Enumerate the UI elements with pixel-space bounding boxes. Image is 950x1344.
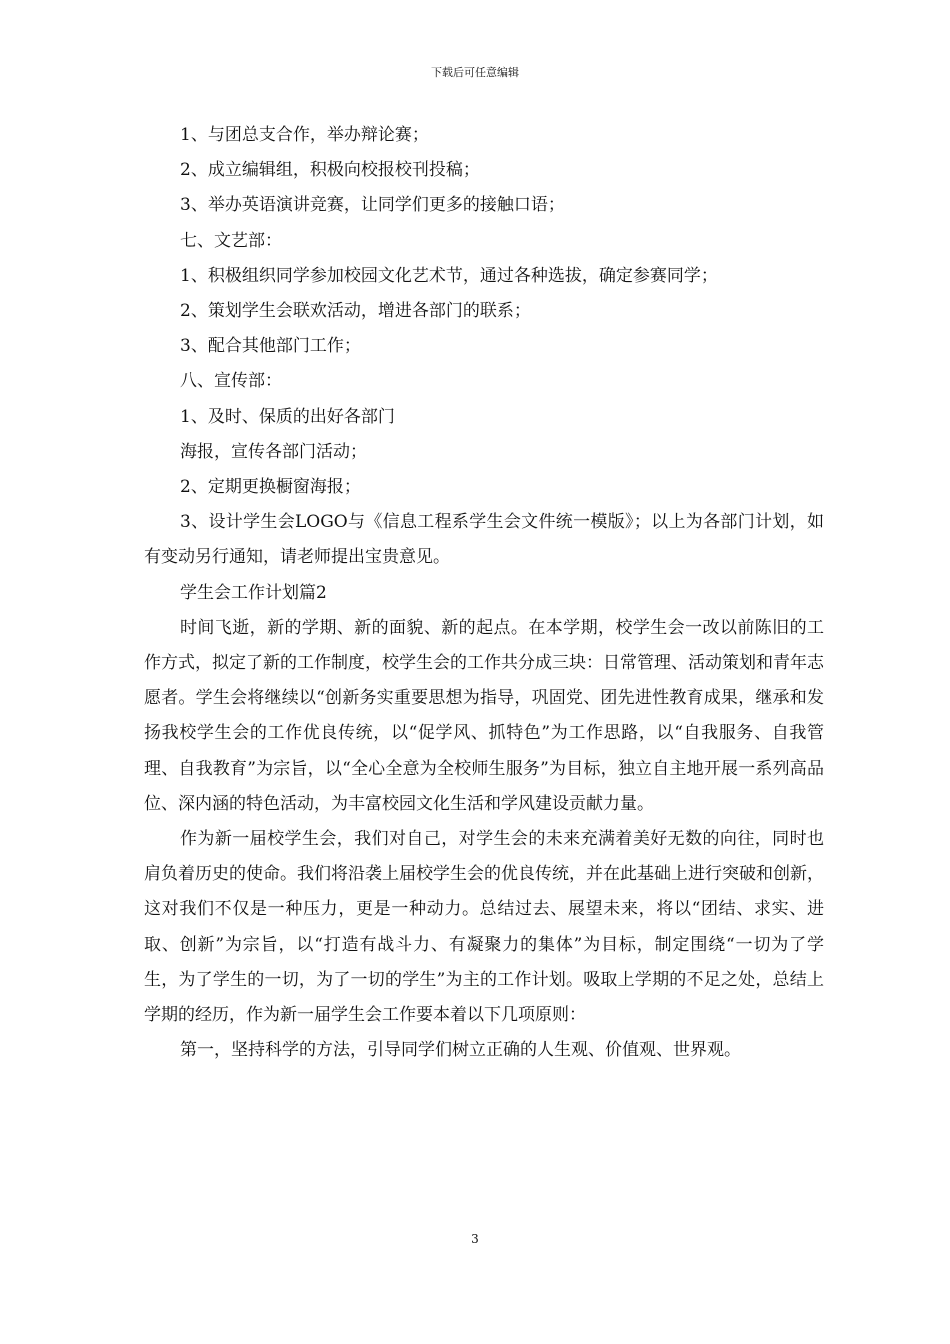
- paragraph-16: 第一，坚持科学的方法，引导同学们树立正确的人生观、价值观、世界观。: [180, 1040, 741, 1061]
- article-title: 学生会工作计划篇2: [180, 582, 327, 603]
- document-body: [144, 118, 824, 1068]
- paragraph-1: 1、与团总支合作，举办辩论赛；: [180, 125, 429, 145]
- paragraph-15: 作为新一届校学生会，我们对自己，对学生会的未来充满着美好无数的向往，同时也肩负着历史的使命。我们将沿袭上届校学生会的优良传统，并在此基础上进行突破和创新，这对我们不仅是一种压力，更是一种动力。总结过去、展望未来，将以“团结、求实、进取、创新”为宗旨，以“打造有战斗力、有凝聚力的集体”为目标，制定围绕“一切为了学生，为了学生的一切，为了一切的学生”为主的工作计划。吸取上学期的不足之处，总结上学期的经历，作为新一届学生会工作要本着以下几项原则：: [144, 829, 824, 1026]
- section-heading-publicity: 八、宣传部：: [180, 371, 282, 392]
- paragraph-7: 3、配合其他部门工作；: [180, 336, 361, 357]
- paragraph-12: 3、设计学生会LOGO与《信息工程系学生会文件统一模版》；以上为各部门计划，如有变动另行通知，请老师提出宝贵意见。: [144, 512, 824, 568]
- paragraph-14: 时间飞逝，新的学期、新的面貌、新的起点。在本学期，校学生会一改以前陈旧的工作方式，拟定了新的工作制度，校学生会的工作共分成三块：日常管理、活动策划和青年志愿者。学生会将继续以“创新务实重要思想为指导，巩固党、团先进性教育成果，继承和发扬我校学生会的工作优良传统，以“促学风、抓特色”为工作思路，以“自我服务、自我管理、自我教育”为宗旨，以“全心全意为全校师生服务”为目标，独立自主地开展一系列高品位、深内涵的特色活动，为丰富校园文化生活和学风建设贡献力量。: [144, 617, 824, 814]
- page-number: 3: [471, 1232, 479, 1246]
- paragraph-3: 3、举办英语演讲竞赛，让同学们更多的接触口语；: [180, 195, 565, 216]
- paragraph-11: 2、定期更换橱窗海报；: [180, 477, 361, 498]
- paragraph-10: 海报，宣传各部门活动；: [180, 441, 367, 462]
- page-header: 下载后可任意编辑: [431, 66, 519, 79]
- paragraph-9: 1、及时、保质的出好各部门: [180, 406, 395, 427]
- paragraph-2: 2、成立编辑组，积极向校报校刊投稿；: [180, 160, 480, 181]
- paragraph-5: 1、积极组织同学参加校园文化艺术节，通过各种选拔，确定参赛同学；: [180, 265, 718, 286]
- section-heading-arts: 七、文艺部：: [180, 230, 282, 251]
- paragraph-6: 2、策划学生会联欢活动，增进各部门的联系；: [180, 301, 531, 322]
